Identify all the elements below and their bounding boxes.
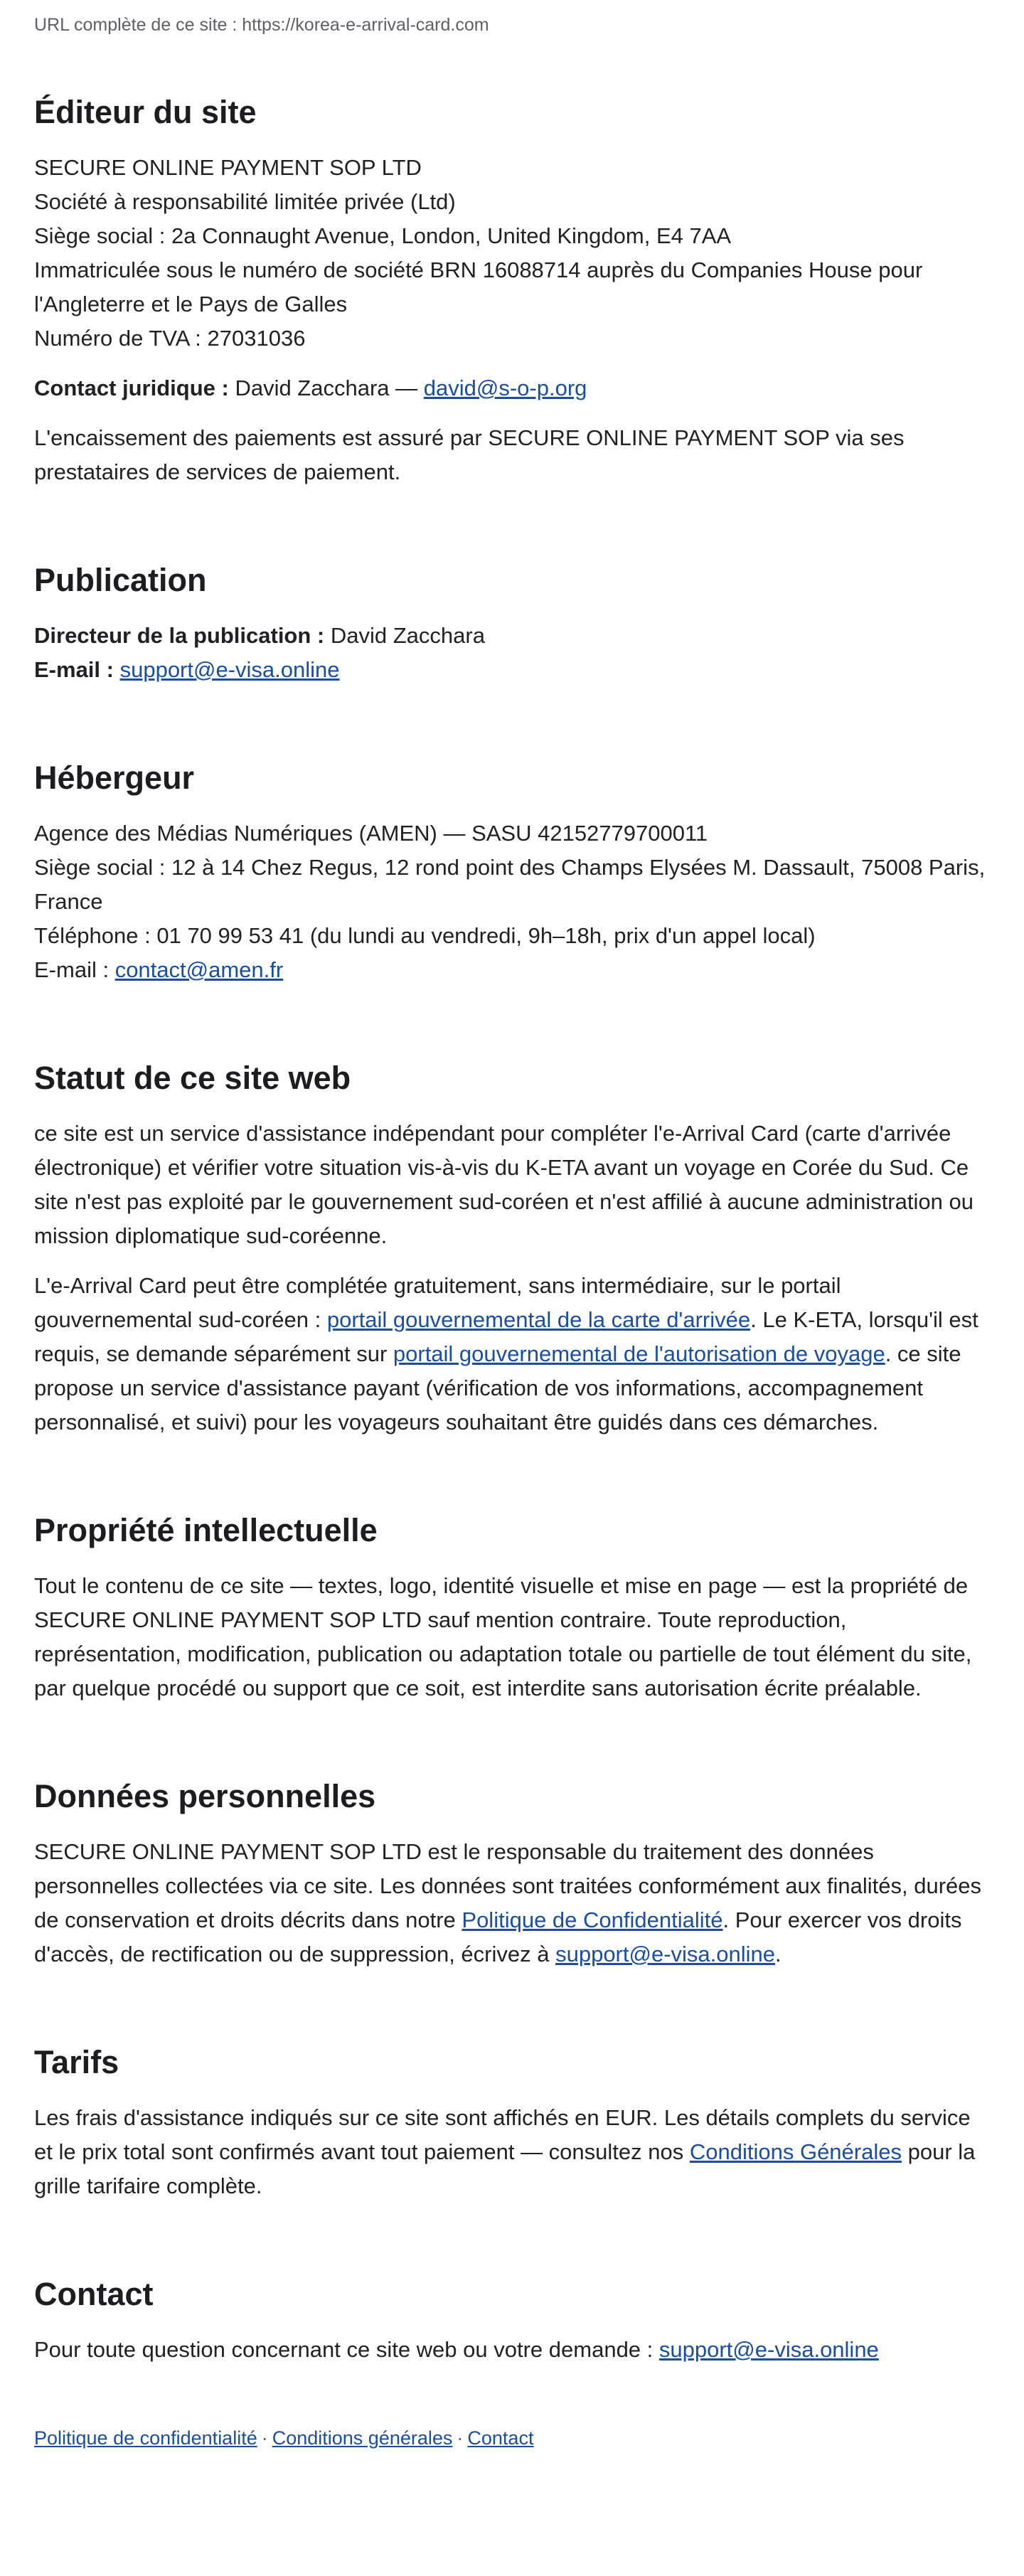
- section-title-editeur: Éditeur du site: [34, 94, 257, 130]
- hebergeur-email-link[interactable]: contact@amen.fr: [114, 957, 284, 982]
- editeur-address: Siège social : 2a Connaught Avenue, London, United Kingdom, E4 7AA: [34, 223, 732, 248]
- hebergeur-phone: Téléphone : 01 70 99 53 41 (du lundi au vendredi, 9h–18h, prix d'un appel local): [34, 923, 816, 948]
- section-title-contact: Contact: [34, 2276, 154, 2312]
- contact-email-link[interactable]: support@e-visa.online: [658, 2337, 879, 2362]
- arrival-card-portal-link[interactable]: portail gouvernemental de la carte d'arrivée: [326, 1307, 751, 1332]
- section-contact: [34, 2274, 990, 2367]
- section-hebergeur: [34, 758, 990, 987]
- section-editeur: [34, 92, 990, 489]
- site-url-line: URL complète de ce site : https://korea-e-arrival-card.com: [34, 15, 489, 35]
- legal-contact-email-link[interactable]: david@s-o-p.org: [423, 376, 587, 400]
- travel-authorization-portal-link[interactable]: portail gouvernemental de l'autorisation de voyage: [393, 1341, 885, 1366]
- publication-director-label: Directeur de la publication :: [34, 623, 325, 648]
- footer-privacy-link[interactable]: Politique de confidentialité: [34, 2427, 257, 2449]
- tarifs-text-b: pour la grille tarifaire complète.: [34, 2139, 976, 2198]
- tarifs-text-a: Les frais d'assistance indiqués sur ce site sont affichés en EUR. Les détails complets du service et le prix total sont confirmés avant tout paiement — consultez nos: [34, 2105, 971, 2164]
- hebergeur-address: Siège social : 12 à 14 Chez Regus, 12 rond point des Champs Elysées M. Dassault, 75008 Paris, France: [34, 855, 986, 914]
- section-title-propriete: Propriété intellectuelle: [34, 1512, 378, 1548]
- section-propriete: [34, 1511, 990, 1705]
- editeur-details: [34, 151, 990, 356]
- footer-terms-link[interactable]: Conditions générales: [272, 2427, 453, 2449]
- donnees-text: [34, 1835, 990, 1971]
- section-title-publication: Publication: [34, 562, 207, 598]
- section-title-hebergeur: Hébergeur: [34, 760, 195, 796]
- section-statut: [34, 1058, 990, 1439]
- publication-details: [34, 619, 990, 687]
- payment-note: L'encaissement des paiements est assuré par SECURE ONLINE PAYMENT SOP via ses prestataires de services de paiement.: [34, 425, 905, 484]
- contact-text-label: Pour toute question concernant ce site web ou votre demande :: [34, 2337, 659, 2362]
- section-donnees: [34, 1777, 990, 1971]
- editeur-legal-form: Société à responsabilité limitée privée (Ltd): [34, 189, 456, 214]
- statut-text-a: L'e-Arrival Card peut être complétée gratuitement, sans intermédiaire, sur le portail gouvernemental sud-coréen :: [34, 1273, 841, 1332]
- contact-text: [34, 2333, 990, 2367]
- section-publication: [34, 560, 990, 687]
- hebergeur-details: [34, 816, 990, 987]
- hebergeur-name: Agence des Médias Numériques (AMEN) — SASU 42152779700011: [34, 821, 708, 846]
- editeur-vat: Numéro de TVA : 27031036: [34, 326, 306, 351]
- footer-links: [34, 2425, 990, 2451]
- donnees-text-b: . Pour exercer vos droits d'accès, de rectification ou de suppression, écrivez à: [34, 1907, 962, 1966]
- publication-email-link[interactable]: support@e-visa.online: [119, 657, 340, 682]
- footer-contact-link[interactable]: Contact: [467, 2427, 534, 2449]
- terms-link[interactable]: Conditions Générales: [689, 2139, 902, 2164]
- donnees-text-a: SECURE ONLINE PAYMENT SOP LTD est le responsable du traitement des données personnelles collectées via ce site. Les données sont traitées conformément aux finalités, durées de conservation et droits décrits dans notre: [34, 1839, 982, 1932]
- statut-paragraph-2: [34, 1269, 990, 1439]
- propriete-text: Tout le contenu de ce site — textes, logo, identité visuelle et mise en page — est la propriété de SECURE ONLINE PAYMENT SOP LTD sauf mention contraire. Toute reproduction, représentation, modification, publication ou adaptation totale ou partielle de tout élément du site, par quelque procédé ou support que ce soit, est interdite sans autorisation écrite préalable.: [34, 1573, 972, 1701]
- legal-contact-label: Contact juridique :: [34, 376, 229, 400]
- publication-director-name: David Zacchara: [324, 623, 485, 648]
- statut-text-c: . ce site propose un service d'assistance payant (vérification de vos informations, accompagnement personnalisé, et suivi) pour les voyageurs souhaitant être guidés dans ces démarches.: [34, 1341, 961, 1435]
- hebergeur-email-label: E-mail :: [34, 957, 115, 982]
- section-title-statut: Statut de ce site web: [34, 1060, 351, 1096]
- footer-separator: ·: [261, 2427, 268, 2449]
- editeur-legal-contact: [34, 371, 990, 405]
- privacy-policy-link[interactable]: Politique de Confidentialité: [462, 1907, 723, 1932]
- legal-contact-name: David Zacchara —: [228, 376, 424, 400]
- statut-text-b: . Le K-ETA, lorsqu'il est requis, se demande séparément sur: [34, 1307, 978, 1366]
- publication-email-label: E-mail :: [34, 657, 114, 682]
- tarifs-text: [34, 2101, 990, 2203]
- section-tarifs: [34, 2043, 990, 2203]
- donnees-email-link[interactable]: support@e-visa.online: [555, 1942, 776, 1966]
- editeur-registration: Immatriculée sous le numéro de société BRN 16088714 auprès du Companies House pour l'Angleterre et le Pays de Galles: [34, 257, 923, 316]
- editeur-company: SECURE ONLINE PAYMENT SOP LTD: [34, 155, 422, 180]
- statut-paragraph-1: ce site est un service d'assistance indépendant pour compléter l'e-Arrival Card (carte d'arrivée électronique) et vérifier votre situation vis-à-vis du K-ETA avant un voyage en Corée du Sud. Ce site n'est pas exploité par le gouvernement sud-coréen et n'est affilié à aucune administration ou mission diplomatique sud-coréenne.: [34, 1121, 974, 1248]
- section-title-tarifs: Tarifs: [34, 2044, 119, 2080]
- donnees-text-c: .: [775, 1942, 782, 1966]
- section-title-donnees: Données personnelles: [34, 1778, 376, 1814]
- footer-separator: ·: [457, 2427, 464, 2449]
